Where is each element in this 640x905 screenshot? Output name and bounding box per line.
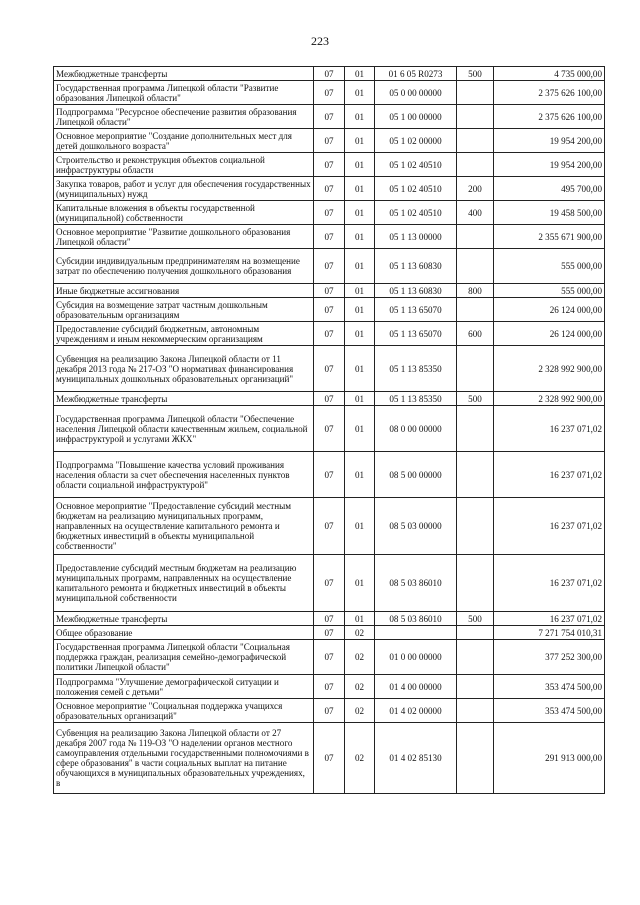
budget-table: [53, 66, 605, 794]
row-target-code: 01 4 02 85130: [375, 723, 457, 794]
row-subsection: 01: [345, 612, 375, 626]
row-target-code: 05 1 02 40510: [375, 201, 457, 225]
row-name: Капитальные вложения в объекты государственной (муниципальной) собственности: [54, 201, 314, 225]
row-subsection: 01: [345, 392, 375, 406]
row-target-code: 05 1 13 65070: [375, 298, 457, 322]
row-target-code: 08 5 03 86010: [375, 555, 457, 612]
row-name: Субвенция на реализацию Закона Липецкой области от 27 декабря 2007 года № 119-ОЗ "О наделении органов местного самоуправления отдельными государственными полномочиями в сфере образования" в части социальных выплат на питание обучающихся в муниципальных образовательных учреждениях, в: [54, 723, 314, 794]
row-section: 07: [314, 322, 345, 346]
row-name: Субсидия на возмещение затрат частным дошкольным образовательным организациям: [54, 298, 314, 322]
row-subsection: 01: [345, 225, 375, 249]
row-name: Предоставление субсидий местным бюджетам на реализацию муниципальных программ, направленных на осуществление капитального ремонта и бюджетных инвестиций в объекты муниципальной собственности: [54, 555, 314, 612]
row-amount: 353 474 500,00: [494, 699, 605, 723]
row-expense-type: [457, 498, 494, 555]
row-amount: 16 237 071,02: [494, 498, 605, 555]
row-section: 07: [314, 81, 345, 105]
row-amount: 2 375 626 100,00: [494, 81, 605, 105]
row-expense-type: [457, 129, 494, 153]
row-subsection: 01: [345, 81, 375, 105]
row-target-code: 08 5 03 00000: [375, 498, 457, 555]
row-section: 07: [314, 406, 345, 452]
row-expense-type: [457, 675, 494, 699]
row-section: 07: [314, 498, 345, 555]
row-amount: 16 237 071,02: [494, 406, 605, 452]
row-target-code: 05 1 13 85350: [375, 392, 457, 406]
table-row: [54, 153, 605, 177]
table-row: [54, 249, 605, 284]
row-amount: 2 328 992 900,00: [494, 392, 605, 406]
table-row: [54, 406, 605, 452]
table-row: [54, 452, 605, 498]
row-subsection: 01: [345, 498, 375, 555]
row-subsection: 01: [345, 177, 375, 201]
row-expense-type: [457, 640, 494, 675]
row-section: 07: [314, 105, 345, 129]
row-amount: 16 237 071,02: [494, 555, 605, 612]
row-target-code: 01 0 00 00000: [375, 640, 457, 675]
row-section: 07: [314, 723, 345, 794]
row-section: 07: [314, 177, 345, 201]
row-name: Государственная программа Липецкой области "Социальная поддержка граждан, реализация семейно-демографической политики Липецкой области": [54, 640, 314, 675]
row-expense-type: [457, 699, 494, 723]
row-section: 07: [314, 699, 345, 723]
row-amount: 16 237 071,02: [494, 452, 605, 498]
row-section: 07: [314, 284, 345, 298]
row-expense-type: 500: [457, 67, 494, 81]
row-name: Закупка товаров, работ и услуг для обеспечения государственных (муниципальных) нужд: [54, 177, 314, 201]
row-target-code: 05 1 02 40510: [375, 153, 457, 177]
row-expense-type: 600: [457, 322, 494, 346]
row-target-code: 05 1 13 65070: [375, 322, 457, 346]
row-target-code: 05 1 00 00000: [375, 105, 457, 129]
row-amount: 555 000,00: [494, 284, 605, 298]
row-expense-type: 400: [457, 201, 494, 225]
row-expense-type: 500: [457, 392, 494, 406]
row-expense-type: 800: [457, 284, 494, 298]
table-row: [54, 555, 605, 612]
row-name: Основное мероприятие "Предоставление субсидий местным бюджетам на реализацию муниципальных программ, направленных на осуществление капитального ремонта и бюджетных инвестиций в объекты муниципальной собственности": [54, 498, 314, 555]
row-expense-type: 500: [457, 612, 494, 626]
row-subsection: 01: [345, 452, 375, 498]
row-amount: 2 328 992 900,00: [494, 346, 605, 392]
row-target-code: [375, 626, 457, 640]
row-target-code: 05 1 13 85350: [375, 346, 457, 392]
row-subsection: 01: [345, 284, 375, 298]
row-name: Основное мероприятие "Создание дополнительных мест для детей дошкольного возраста": [54, 129, 314, 153]
table-row: [54, 612, 605, 626]
row-name: Подпрограмма "Улучшение демографической ситуации и положения семей с детьми": [54, 675, 314, 699]
row-amount: 2 355 671 900,00: [494, 225, 605, 249]
row-subsection: 01: [345, 346, 375, 392]
row-name: Межбюджетные трансферты: [54, 612, 314, 626]
row-expense-type: [457, 249, 494, 284]
row-section: 07: [314, 129, 345, 153]
row-name: Государственная программа Липецкой области "Развитие образования Липецкой области": [54, 81, 314, 105]
table-row: [54, 81, 605, 105]
row-expense-type: [457, 555, 494, 612]
row-subsection: 02: [345, 699, 375, 723]
row-expense-type: [457, 225, 494, 249]
row-section: 07: [314, 225, 345, 249]
row-subsection: 01: [345, 153, 375, 177]
row-amount: 26 124 000,00: [494, 322, 605, 346]
row-name: Государственная программа Липецкой области "Обеспечение населения Липецкой области качественным жильем, социальной инфраструктурой и услугами ЖКХ": [54, 406, 314, 452]
row-expense-type: [457, 723, 494, 794]
table-row: [54, 201, 605, 225]
row-expense-type: 200: [457, 177, 494, 201]
row-expense-type: [457, 626, 494, 640]
row-section: 07: [314, 675, 345, 699]
row-target-code: 05 1 02 00000: [375, 129, 457, 153]
table-row: [54, 699, 605, 723]
row-expense-type: [457, 346, 494, 392]
row-subsection: 01: [345, 67, 375, 81]
row-subsection: 02: [345, 723, 375, 794]
row-subsection: 01: [345, 322, 375, 346]
row-amount: 291 913 000,00: [494, 723, 605, 794]
table-row: [54, 284, 605, 298]
row-subsection: 01: [345, 298, 375, 322]
row-target-code: 01 6 05 R0273: [375, 67, 457, 81]
row-expense-type: [457, 452, 494, 498]
row-name: Предоставление субсидий бюджетным, автономным учреждениям и иным некоммерческим организациям: [54, 322, 314, 346]
row-name: Общее образование: [54, 626, 314, 640]
row-section: 07: [314, 612, 345, 626]
row-target-code: 05 1 13 60830: [375, 249, 457, 284]
table-row: [54, 498, 605, 555]
row-amount: 2 375 626 100,00: [494, 105, 605, 129]
table-row: [54, 392, 605, 406]
row-amount: 19 954 200,00: [494, 129, 605, 153]
row-subsection: 02: [345, 626, 375, 640]
row-name: Межбюджетные трансферты: [54, 392, 314, 406]
row-name: Межбюджетные трансферты: [54, 67, 314, 81]
row-target-code: 08 0 00 00000: [375, 406, 457, 452]
table-row: [54, 298, 605, 322]
table-row: [54, 346, 605, 392]
row-target-code: 01 4 00 00000: [375, 675, 457, 699]
row-subsection: 01: [345, 105, 375, 129]
row-name: Строительство и реконструкция объектов социальной инфраструктуры области: [54, 153, 314, 177]
table-row: [54, 640, 605, 675]
row-target-code: 08 5 00 00000: [375, 452, 457, 498]
table-row: [54, 67, 605, 81]
page-number: 223: [311, 34, 329, 48]
row-section: 07: [314, 67, 345, 81]
row-section: 07: [314, 452, 345, 498]
row-name: Подпрограмма "Ресурсное обеспечение развития образования Липецкой области": [54, 105, 314, 129]
row-subsection: 01: [345, 249, 375, 284]
row-amount: 19 954 200,00: [494, 153, 605, 177]
row-section: 07: [314, 153, 345, 177]
row-name: Основное мероприятие "Социальная поддержка учащихся образовательных организаций": [54, 699, 314, 723]
row-section: 07: [314, 555, 345, 612]
table-row: [54, 675, 605, 699]
row-amount: 495 700,00: [494, 177, 605, 201]
row-subsection: 01: [345, 406, 375, 452]
row-name: Субсидии индивидуальным предпринимателям на возмещение затрат по обеспечению получения дошкольного образования: [54, 249, 314, 284]
row-section: 07: [314, 249, 345, 284]
row-subsection: 02: [345, 675, 375, 699]
table-row: [54, 322, 605, 346]
row-amount: 7 271 754 010,31: [494, 626, 605, 640]
row-target-code: 05 1 02 40510: [375, 177, 457, 201]
row-section: 07: [314, 346, 345, 392]
row-expense-type: [457, 105, 494, 129]
row-name: Иные бюджетные ассигнования: [54, 284, 314, 298]
table-row: [54, 177, 605, 201]
row-subsection: 02: [345, 640, 375, 675]
budget-table-body: [54, 67, 605, 794]
table-row: [54, 626, 605, 640]
row-section: 07: [314, 392, 345, 406]
row-expense-type: [457, 406, 494, 452]
row-expense-type: [457, 298, 494, 322]
row-section: 07: [314, 640, 345, 675]
row-amount: 19 458 500,00: [494, 201, 605, 225]
row-expense-type: [457, 81, 494, 105]
row-amount: 377 252 300,00: [494, 640, 605, 675]
row-subsection: 01: [345, 129, 375, 153]
row-amount: 26 124 000,00: [494, 298, 605, 322]
row-expense-type: [457, 153, 494, 177]
row-name: Субвенция на реализацию Закона Липецкой области от 11 декабря 2013 года № 217-ОЗ "О нормативах финансирования муниципальных дошкольных образовательных организаций": [54, 346, 314, 392]
row-section: 07: [314, 298, 345, 322]
table-row: [54, 225, 605, 249]
row-target-code: 05 0 00 00000: [375, 81, 457, 105]
row-amount: 555 000,00: [494, 249, 605, 284]
table-row: [54, 129, 605, 153]
row-subsection: 01: [345, 201, 375, 225]
row-target-code: 05 1 13 00000: [375, 225, 457, 249]
row-name: Подпрограмма "Повышение качества условий проживания населения области за счет обеспечения населенных пунктов области социальной инфраструктурой": [54, 452, 314, 498]
row-amount: 16 237 071,02: [494, 612, 605, 626]
row-subsection: 01: [345, 555, 375, 612]
row-amount: 4 735 000,00: [494, 67, 605, 81]
row-target-code: 05 1 13 60830: [375, 284, 457, 298]
row-section: 07: [314, 626, 345, 640]
table-row: [54, 723, 605, 794]
row-target-code: 08 5 03 86010: [375, 612, 457, 626]
row-amount: 353 474 500,00: [494, 675, 605, 699]
row-section: 07: [314, 201, 345, 225]
row-target-code: 01 4 02 00000: [375, 699, 457, 723]
row-name: Основное мероприятие "Развитие дошкольного образования Липецкой области": [54, 225, 314, 249]
table-row: [54, 105, 605, 129]
